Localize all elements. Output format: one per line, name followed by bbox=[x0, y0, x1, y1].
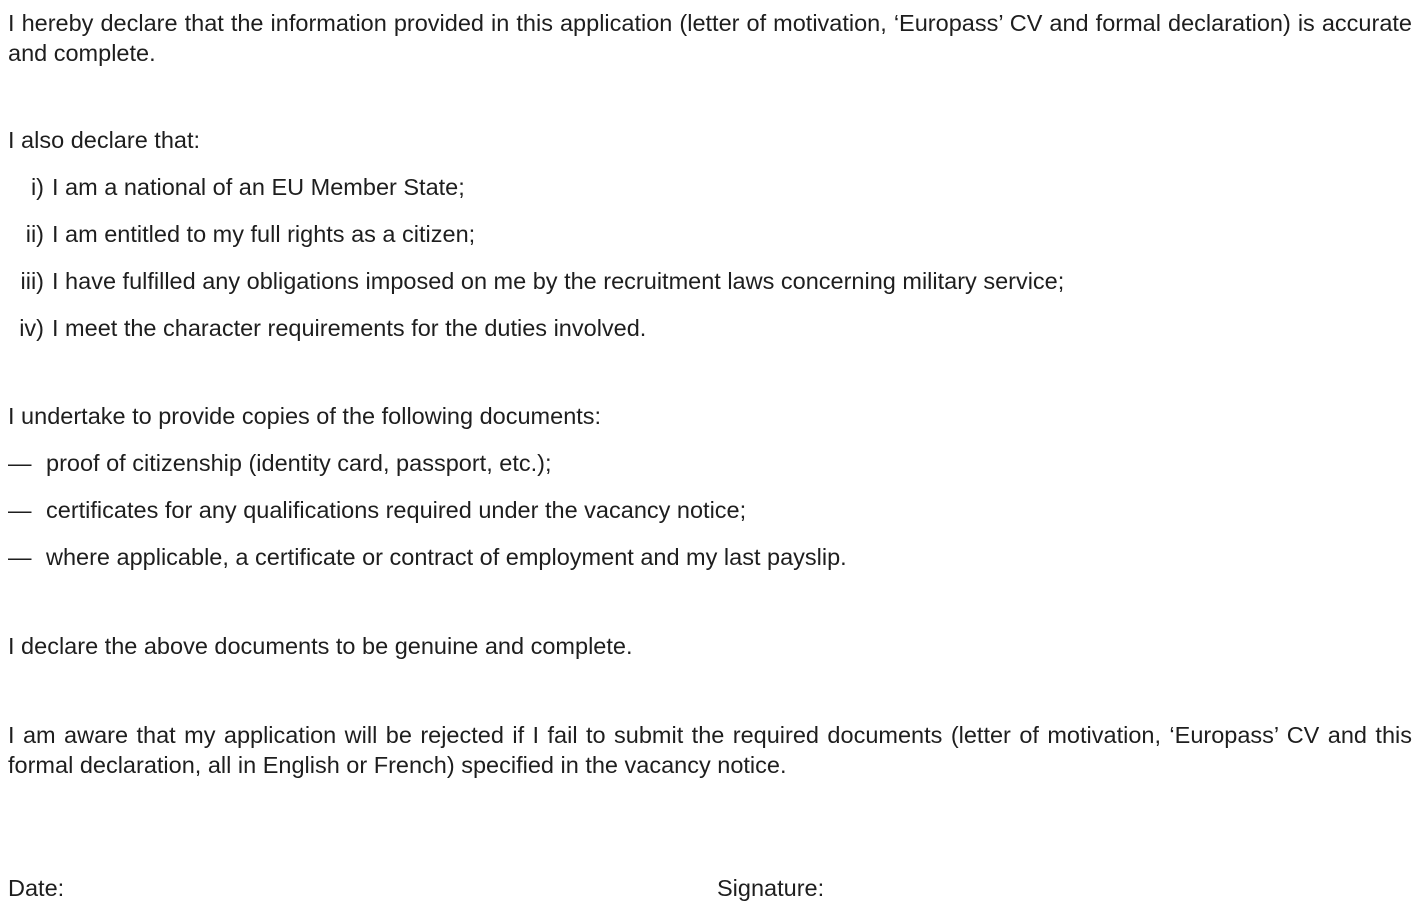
declaration-document bbox=[8, 0, 1412, 911]
list-item-marker: ii) bbox=[25, 221, 44, 247]
list-item-marker: — bbox=[8, 497, 32, 523]
list-item bbox=[8, 542, 847, 572]
list-item-marker: iv) bbox=[19, 315, 44, 341]
list-item-marker: i) bbox=[30, 174, 44, 200]
list-item-text: I meet the character requirements for the duties involved. bbox=[52, 315, 647, 341]
list-item-text: certificates for any qualifications required under the vacancy notice; bbox=[46, 497, 747, 523]
list-item-marker: iii) bbox=[20, 268, 44, 294]
list-item bbox=[8, 495, 746, 525]
signature-label: Signature: bbox=[717, 875, 825, 901]
list-item-text: I am a national of an EU Member State; bbox=[52, 174, 465, 200]
intro-paragraph: I hereby declare that the information provided in this application (letter of motivation, ‘Europass’ CV and formal declaration) is accurate and complete. bbox=[8, 10, 1412, 66]
also-declare-heading: I also declare that: bbox=[8, 127, 201, 153]
list-item-marker: — bbox=[8, 544, 32, 570]
aware-paragraph: I am aware that my application will be rejected if I fail to submit the required documents (letter of motivation, ‘Europass’ CV and this formal declaration, all in English or French) specified in the vacancy notice. bbox=[8, 722, 1412, 778]
list-item bbox=[8, 266, 1064, 296]
genuine-statement: I declare the above documents to be genuine and complete. bbox=[8, 633, 633, 659]
list-item bbox=[8, 172, 465, 202]
list-item-text: I have fulfilled any obligations imposed on me by the recruitment laws concerning military service; bbox=[52, 268, 1065, 294]
date-label: Date: bbox=[8, 875, 65, 901]
list-item bbox=[8, 448, 551, 478]
list-item-marker: — bbox=[8, 450, 32, 476]
undertake-heading: I undertake to provide copies of the following documents: bbox=[8, 403, 602, 429]
list-item-text: I am entitled to my full rights as a citizen; bbox=[52, 221, 476, 247]
list-item-text: where applicable, a certificate or contract of employment and my last payslip. bbox=[46, 544, 847, 570]
list-item-text: proof of citizenship (identity card, passport, etc.); bbox=[46, 450, 552, 476]
list-item bbox=[8, 313, 646, 343]
list-item bbox=[8, 219, 475, 249]
